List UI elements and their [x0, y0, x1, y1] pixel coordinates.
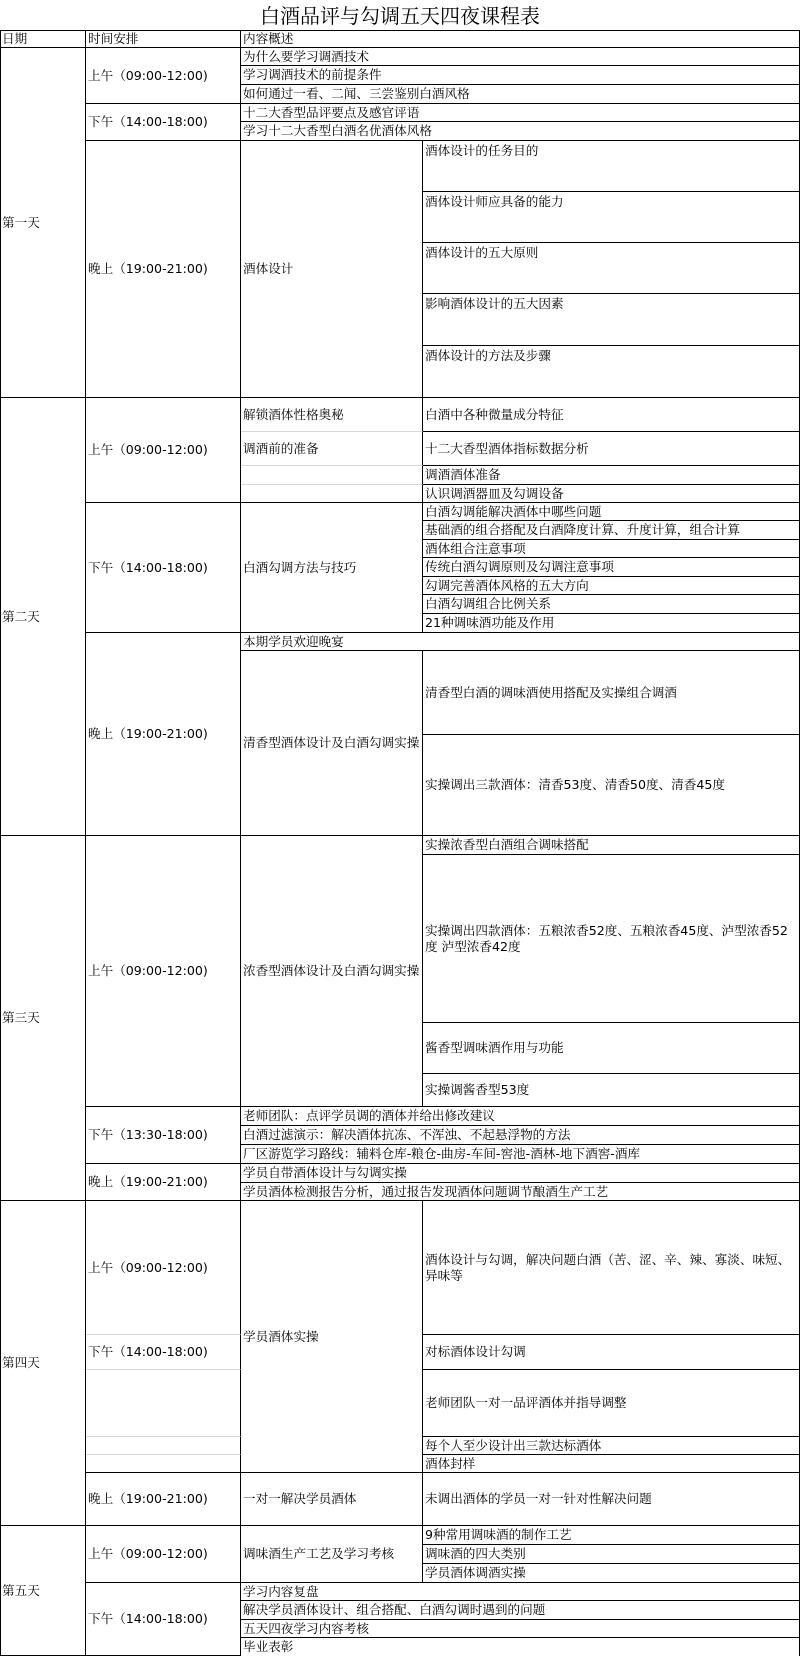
table-left-border [0, 30, 1, 1656]
day-1-label: 第一天 [0, 48, 86, 398]
list-item: 酒体设计的五大原则 [423, 243, 800, 294]
list-item: 学员酒体检测报告分析，通过报告发现酒体问题调节酿酒生产工艺 [241, 1183, 800, 1201]
list-item: 白酒过滤演示：解决酒体抗冻、不浑浊、不起悬浮物的方法 [241, 1126, 800, 1145]
list-item: 传统白酒勾调原则及勾调注意事项 [423, 558, 800, 577]
list-item: 酒体组合注意事项 [423, 540, 800, 558]
list-item: 如何通过一看、二闻、三尝鉴别白酒风格 [241, 85, 800, 104]
day-5-am-topic: 调味酒生产工艺及学习考核 [241, 1526, 423, 1583]
list-item: 厂区游览学习路线：辅料仓库-粮仓-曲房-车间-窖池-酒林-地下酒窖-酒库 [241, 1145, 800, 1164]
list-item: 影响酒体设计的五大因素 [423, 294, 800, 346]
list-item: 酒体设计师应具备的能力 [423, 192, 800, 243]
list-item: 21种调味酒功能及作用 [423, 614, 800, 633]
day-2-eve-time: 晚上（19:00-21:00) [86, 633, 241, 836]
list-item: 调酒酒体准备 [423, 466, 800, 485]
empty-cell [86, 1370, 241, 1437]
day-3-pm-time: 下午（13:30-18:00) [86, 1107, 241, 1164]
day-5-pm-time: 下午（14:00-18:00) [86, 1583, 241, 1656]
list-item: 每个人至少设计出三款达标酒体 [423, 1437, 800, 1455]
list-item: 十二大香型酒体指标数据分析 [423, 432, 800, 466]
day-4-eve-time: 晚上（19:00-21:00) [86, 1473, 241, 1526]
empty-cell [241, 485, 423, 503]
list-item: 老师团队：点评学员调的酒体并给出修改建议 [241, 1107, 800, 1126]
day-3-am-topic: 浓香型酒体设计及白酒勾调实操 [241, 836, 423, 1107]
list-item: 学习调酒技术的前提条件 [241, 66, 800, 85]
header-date: 日期 [0, 30, 86, 48]
day-3-am-time: 上午（09:00-12:00) [86, 836, 241, 1107]
list-item: 对标酒体设计勾调 [423, 1335, 800, 1370]
day-1-eve-time: 晚上（19:00-21:00) [86, 141, 241, 398]
day-4-topic: 学员酒体实操 [241, 1201, 423, 1473]
list-item: 实操调出四款酒体：五粮浓香52度、五粮浓香45度、泸型浓香52度 泸型浓香42度 [423, 855, 800, 1023]
list-item: 五天四夜学习内容考核 [241, 1620, 800, 1638]
list-item: 调味酒的四大类别 [423, 1545, 800, 1564]
day-2-pm-topic: 白酒勾调方法与技巧 [241, 503, 423, 633]
list-item: 酱香型调味酒作用与功能 [423, 1023, 800, 1074]
empty-cell [86, 1455, 241, 1473]
list-item: 认识调酒器皿及勾调设备 [423, 485, 800, 503]
list-item: 实操浓香型白酒组合调味搭配 [423, 836, 800, 855]
day-2-am-topic-2: 调酒前的准备 [241, 432, 423, 466]
header-time: 时间安排 [86, 30, 241, 48]
list-item: 酒体封样 [423, 1455, 800, 1473]
table-top-border [0, 30, 800, 31]
day-4-label: 第四天 [0, 1201, 86, 1526]
list-item: 酒体设计的方法及步骤 [423, 346, 800, 398]
day-2-label: 第二天 [0, 398, 86, 836]
list-item: 酒体设计与勾调，解决问题白酒（苦、涩、辛、辣、寡淡、味短、异味等 [423, 1201, 800, 1335]
day-2-eve-topic: 清香型酒体设计及白酒勾调实操 [241, 651, 423, 836]
empty-cell [86, 1437, 241, 1455]
list-item: 白酒勾调组合比例关系 [423, 595, 800, 614]
day-3-label: 第三天 [0, 836, 86, 1201]
day-2-eve-banquet: 本期学员欢迎晚宴 [241, 633, 800, 651]
list-item: 9种常用调味酒的制作工艺 [423, 1526, 800, 1545]
header-content: 内容概述 [241, 30, 800, 48]
day-3-eve-time: 晚上（19:00-21:00) [86, 1164, 241, 1201]
list-item: 勾调完善酒体风格的五大方向 [423, 577, 800, 595]
list-item: 学员酒体调酒实操 [423, 1564, 800, 1583]
day-4-am-time: 上午（09:00-12:00) [86, 1201, 241, 1335]
empty-cell [241, 466, 423, 485]
day-4-eve-topic: 一对一解决学员酒体 [241, 1473, 423, 1526]
list-item: 实操调酱香型53度 [423, 1074, 800, 1107]
list-item: 实操调出三款酒体：清香53度、清香50度、清香45度 [423, 735, 800, 836]
list-item: 学习内容复盘 [241, 1583, 800, 1601]
list-item: 学员自带酒体设计与勾调实操 [241, 1164, 800, 1183]
day-5-am-time: 上午（09:00-12:00) [86, 1526, 241, 1583]
day-1-pm-time: 下午（14:00-18:00) [86, 104, 241, 141]
day-2-am-topic-1: 解锁酒体性格奥秘 [241, 398, 423, 432]
page-title: 白酒品评与勾调五天四夜课程表 [260, 4, 540, 28]
list-item: 基础酒的组合搭配及白酒降度计算、升度计算，组合计算 [423, 521, 800, 540]
day-1-eve-topic: 酒体设计 [241, 141, 423, 398]
day-4-pm-time: 下午（14:00-18:00) [86, 1335, 241, 1370]
list-item: 学习十二大香型白酒名优酒体风格 [241, 122, 800, 141]
list-item: 老师团队一对一品评酒体并指导调整 [423, 1370, 800, 1437]
list-item: 毕业表彰 [241, 1638, 800, 1656]
list-item: 解决学员酒体设计、组合搭配、白酒勾调时遇到的问题 [241, 1601, 800, 1620]
list-item: 白酒勾调能解决酒体中哪些问题 [423, 503, 800, 521]
list-item: 酒体设计的任务目的 [423, 141, 800, 192]
day-5-label: 第五天 [0, 1526, 86, 1656]
day-1-am-time: 上午（09:00-12:00) [86, 48, 241, 104]
day-2-pm-time: 下午（14:00-18:00) [86, 503, 241, 633]
list-item: 十二大香型品评要点及感官评语 [241, 104, 800, 122]
list-item: 为什么要学习调酒技术 [241, 48, 800, 66]
list-item: 白酒中各种微量成分特征 [423, 398, 800, 432]
list-item: 清香型白酒的调味酒使用搭配及实操组合调酒 [423, 651, 800, 735]
list-item: 未调出酒体的学员一对一针对性解决问题 [423, 1473, 800, 1526]
day-2-am-time: 上午（09:00-12:00) [86, 398, 241, 503]
